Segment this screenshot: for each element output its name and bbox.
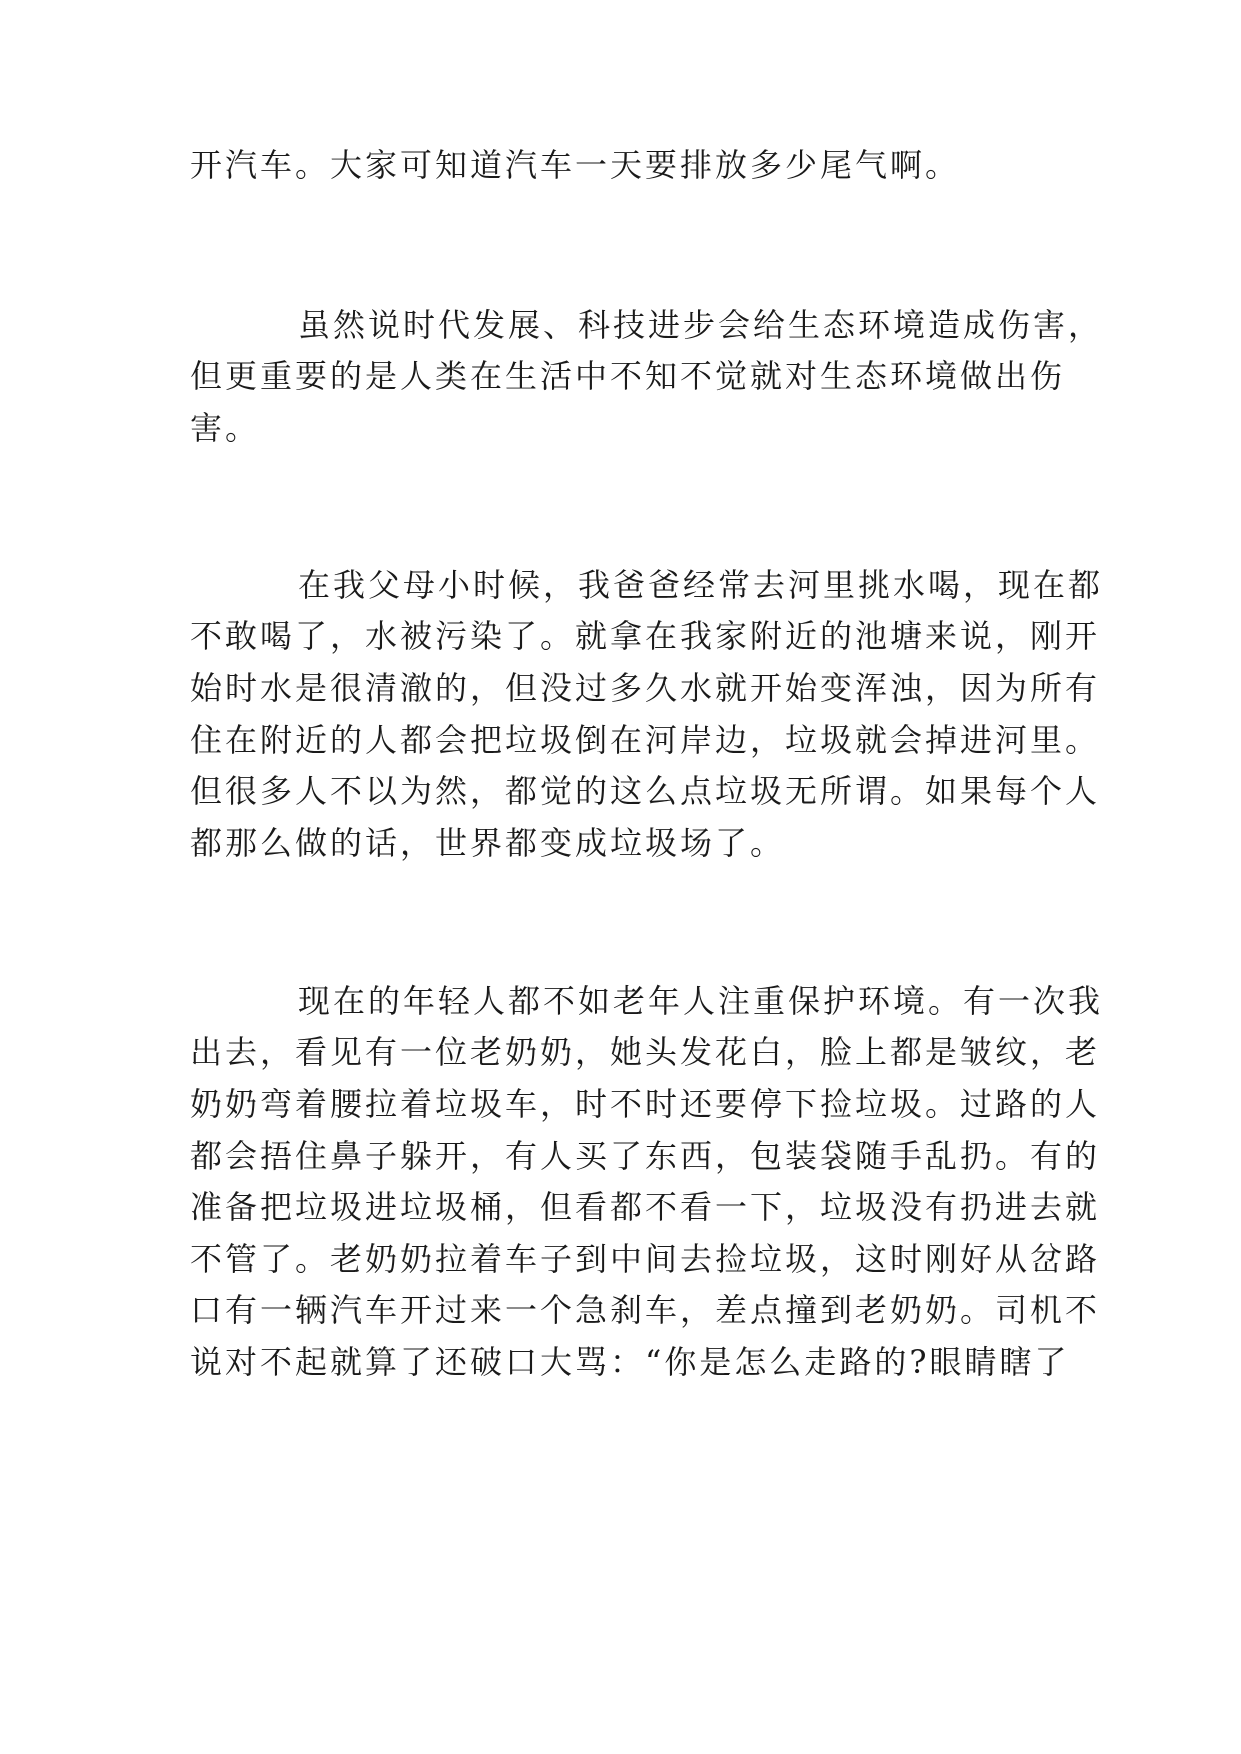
paragraph-line: 始时水是很清澈的，但没过多久水就开始变浑浊，因为所有 <box>190 669 1101 707</box>
paragraph-line: 虽然说时代发展、科技进步会给生态环境造成伤害， <box>298 306 1104 344</box>
paragraph-line: 不管了。老奶奶拉着车子到中间去捡垃圾，这时刚好从岔路 <box>190 1240 1101 1278</box>
paragraph-line: 都那么做的话，世界都变成垃圾场了。 <box>190 824 786 862</box>
paragraph-line: 口有一辆汽车开过来一个急刹车，差点撞到老奶奶。司机不 <box>190 1291 1101 1329</box>
paragraph-line: 住在附近的人都会把垃圾倒在河岸边，垃圾就会掉进河里。 <box>190 721 1101 759</box>
paragraph-line: 不敢喝了，水被污染了。就拿在我家附近的池塘来说，刚开 <box>190 617 1101 655</box>
paragraph-line: 现在的年轻人都不如老年人注重保护环境。有一次我 <box>298 982 1104 1020</box>
paragraph-line: 害。 <box>190 409 261 447</box>
paragraph-line: 都会捂住鼻子躲开，有人买了东西，包装袋随手乱扔。有的 <box>190 1137 1101 1175</box>
paragraph-line: 但很多人不以为然，都觉的这么点垃圾无所谓。如果每个人 <box>190 772 1101 810</box>
paragraph-line: 出去，看见有一位老奶奶，她头发花白，脸上都是皱纹，老 <box>190 1033 1101 1071</box>
paragraph-line: 开汽车。大家可知道汽车一天要排放多少尾气啊。 <box>190 146 961 184</box>
paragraph-line: 奶奶弯着腰拉着垃圾车，时不时还要停下捡垃圾。过路的人 <box>190 1085 1101 1123</box>
paragraph-line: 但更重要的是人类在生活中不知不觉就对生态环境做出伤 <box>190 357 1066 395</box>
paragraph-line: 说对不起就算了还破口大骂：“你是怎么走路的?眼睛瞎了 <box>190 1343 1070 1381</box>
paragraph-line: 准备把垃圾进垃圾桶，但看都不看一下，垃圾没有扔进去就 <box>190 1188 1101 1226</box>
paragraph-line: 在我父母小时候，我爸爸经常去河里挑水喝，现在都 <box>298 566 1104 604</box>
